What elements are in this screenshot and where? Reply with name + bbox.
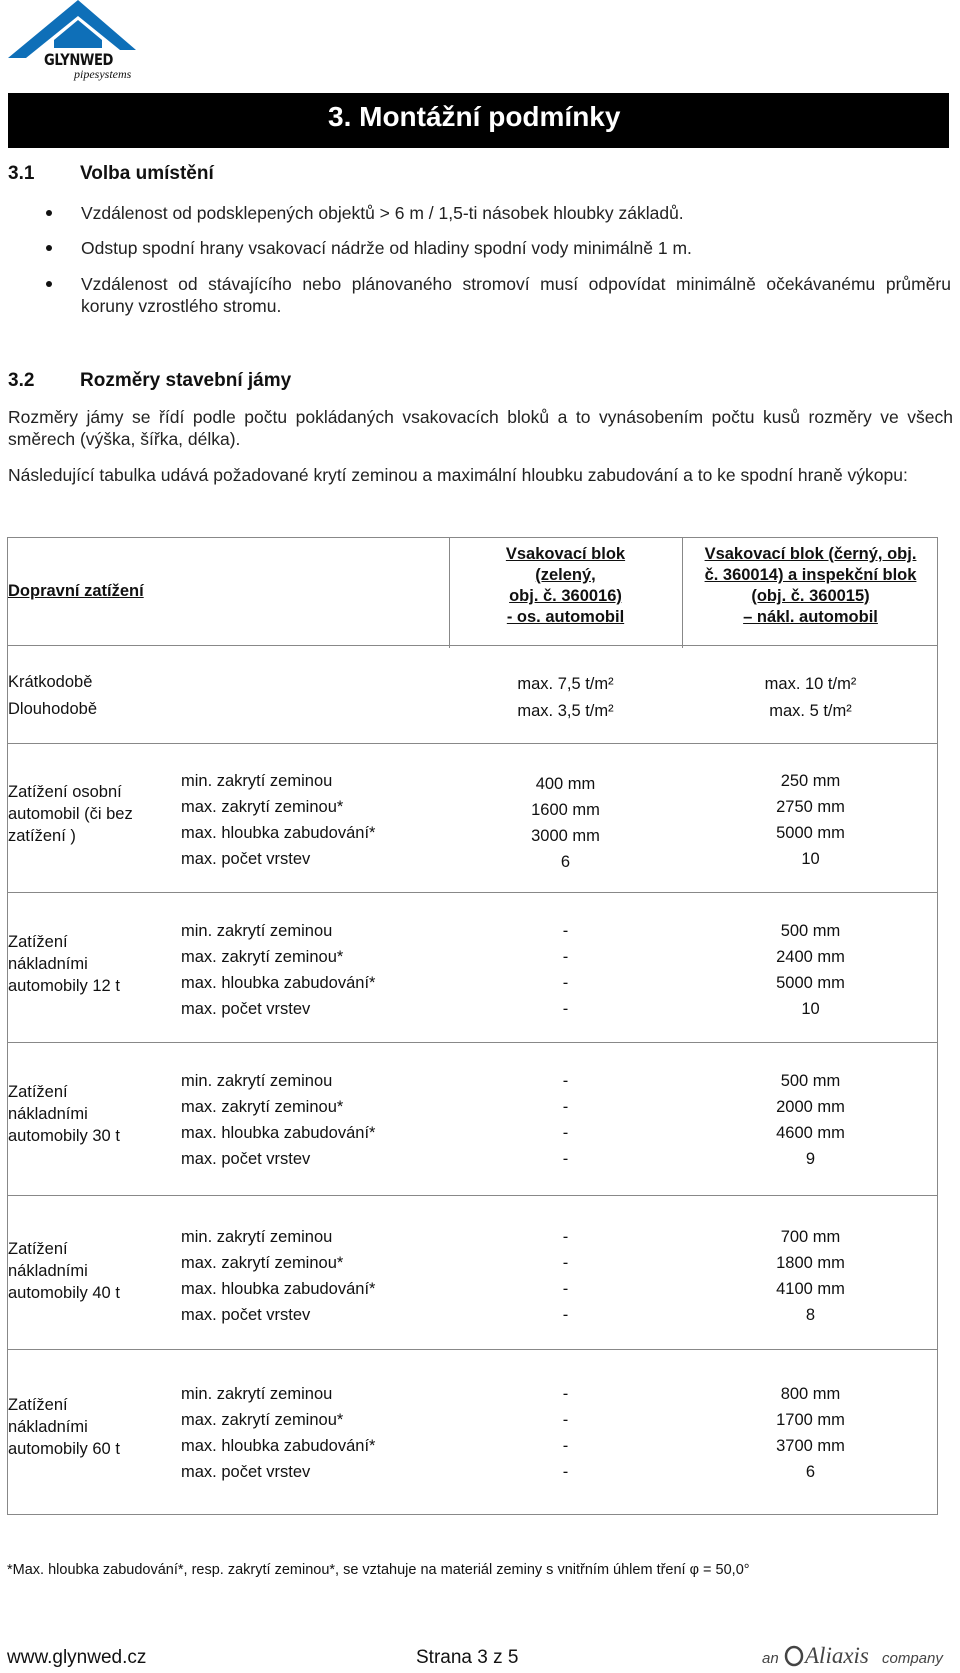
page-title: 3. Montážní podmínky	[328, 101, 621, 132]
row-black-values: 800 mm 1700 mm 3700 mm 6	[776, 1385, 845, 1481]
section-3-1-heading: Volba umístění	[80, 163, 214, 184]
row-green-values: - - - -	[562, 1385, 569, 1481]
row-params: min. zakrytí zeminou max. zakrytí zeminou* max. hloubka zabudování* max. počet vrstev	[181, 772, 376, 868]
row-params: min. zakrytí zeminou max. zakrytí zeminou* max. hloubka zabudování* max. počet vrstev	[181, 1228, 376, 1324]
duration-labels: Krátkodobě Dlouhodobě	[8, 673, 97, 718]
glynwed-logo	[6, 0, 131, 86]
table-divider	[8, 645, 938, 646]
paragraph: Následující tabulka udává požadované krytí zeminou a maximální hloubku zabudování a to ke spodní hraně výkopu:	[8, 465, 908, 485]
table-divider	[8, 743, 938, 744]
row-params: min. zakrytí zeminou max. zakrytí zeminou* max. hloubka zabudování* max. počet vrstev	[181, 922, 376, 1018]
title-bar	[8, 93, 949, 148]
aliaxis-logo: an Aliaxis company	[762, 1643, 943, 1668]
logo-subtitle: pipesystems	[74, 67, 132, 81]
section-3-1-number: 3.1	[8, 163, 35, 184]
row-params: min. zakrytí zeminou max. zakrytí zeminou* max. hloubka zabudování* max. počet vrstev	[181, 1072, 376, 1168]
row-load-label: Zatížení nákladními automobily 60 t	[8, 1396, 120, 1458]
logo-brand: GLYNWED	[44, 50, 114, 69]
row-black-values: 250 mm 2750 mm 5000 mm 10	[776, 772, 845, 868]
bullet-icon	[46, 281, 52, 287]
footer-url[interactable]: www.glynwed.cz	[7, 1647, 147, 1668]
header-green-block: Vsakovací blok (zelený, obj. č. 360016) - os. automobil	[505, 545, 626, 626]
section-3-2-heading: Rozměry stavební jámy	[80, 370, 292, 391]
table-divider	[8, 1042, 938, 1043]
row-load-label: Zatížení nákladními automobily 12 t	[8, 933, 120, 995]
load-table	[7, 537, 938, 1515]
row-load-label: Zatížení nákladními automobily 30 t	[8, 1083, 120, 1145]
table-divider	[8, 892, 938, 893]
section-3-2-number: 3.2	[8, 370, 35, 391]
page-number: Strana 3 z 5	[416, 1647, 519, 1668]
header-black-block: Vsakovací blok (černý, obj. č. 360014) a inspekční blok (obj. č. 360015) – nákl. automobil	[704, 545, 917, 626]
row-black-values: 700 mm 1800 mm 4100 mm 8	[776, 1228, 845, 1324]
duration-green-block: max. 7,5 t/m² max. 3,5 t/m²	[517, 675, 614, 720]
footnote: *Max. hloubka zabudování*, resp. zakrytí zeminou*, se vztahuje na materiál zeminy s vnitřním úhlem tření φ = 50,0°	[7, 1562, 750, 1578]
header-traffic-load: Dopravní zatížení	[8, 582, 144, 600]
bullet-text: Odstup spodní hrany vsakovací nádrže od hladiny spodní vody minimálně 1 m.	[81, 238, 692, 258]
row-green-values: - - - -	[562, 922, 569, 1018]
row-load-label: Zatížení nákladními automobily 40 t	[8, 1240, 120, 1302]
row-black-values: 500 mm 2000 mm 4600 mm 9	[776, 1072, 845, 1168]
paragraph: Rozměry jámy se řídí podle počtu pokládaných vsakovacích bloků a to vynásobením počtu kusů rozměry ve všech směrech (výška, šířka, délka).	[8, 407, 953, 449]
row-green-values: - - - -	[562, 1072, 569, 1168]
row-load-label: Zatížení osobní automobil (či bez zatížení )	[8, 783, 133, 845]
bullet-text: Vzdálenost od podsklepených objektů > 6 m / 1,5-ti násobek hloubky základů.	[81, 203, 684, 223]
aliaxis-swirl-icon	[784, 1645, 804, 1667]
table-divider	[8, 1349, 938, 1350]
row-params: min. zakrytí zeminou max. zakrytí zeminou* max. hloubka zabudování* max. počet vrstev	[181, 1385, 376, 1481]
row-black-values: 500 mm 2400 mm 5000 mm 10	[776, 922, 845, 1018]
row-green-values: - - - -	[562, 1228, 569, 1324]
table-divider	[8, 1195, 938, 1196]
bullet-icon	[46, 245, 52, 251]
bullet-text: Vzdálenost od stávajícího nebo plánovaného stromoví musí odpovídat minimálně očekávanému průměru koruny vzrostlého stromu.	[81, 274, 951, 316]
duration-black-block: max. 10 t/m² max. 5 t/m²	[764, 675, 857, 720]
row-green-values: 400 mm 1600 mm 3000 mm 6	[531, 775, 600, 871]
bullet-icon	[46, 210, 52, 216]
